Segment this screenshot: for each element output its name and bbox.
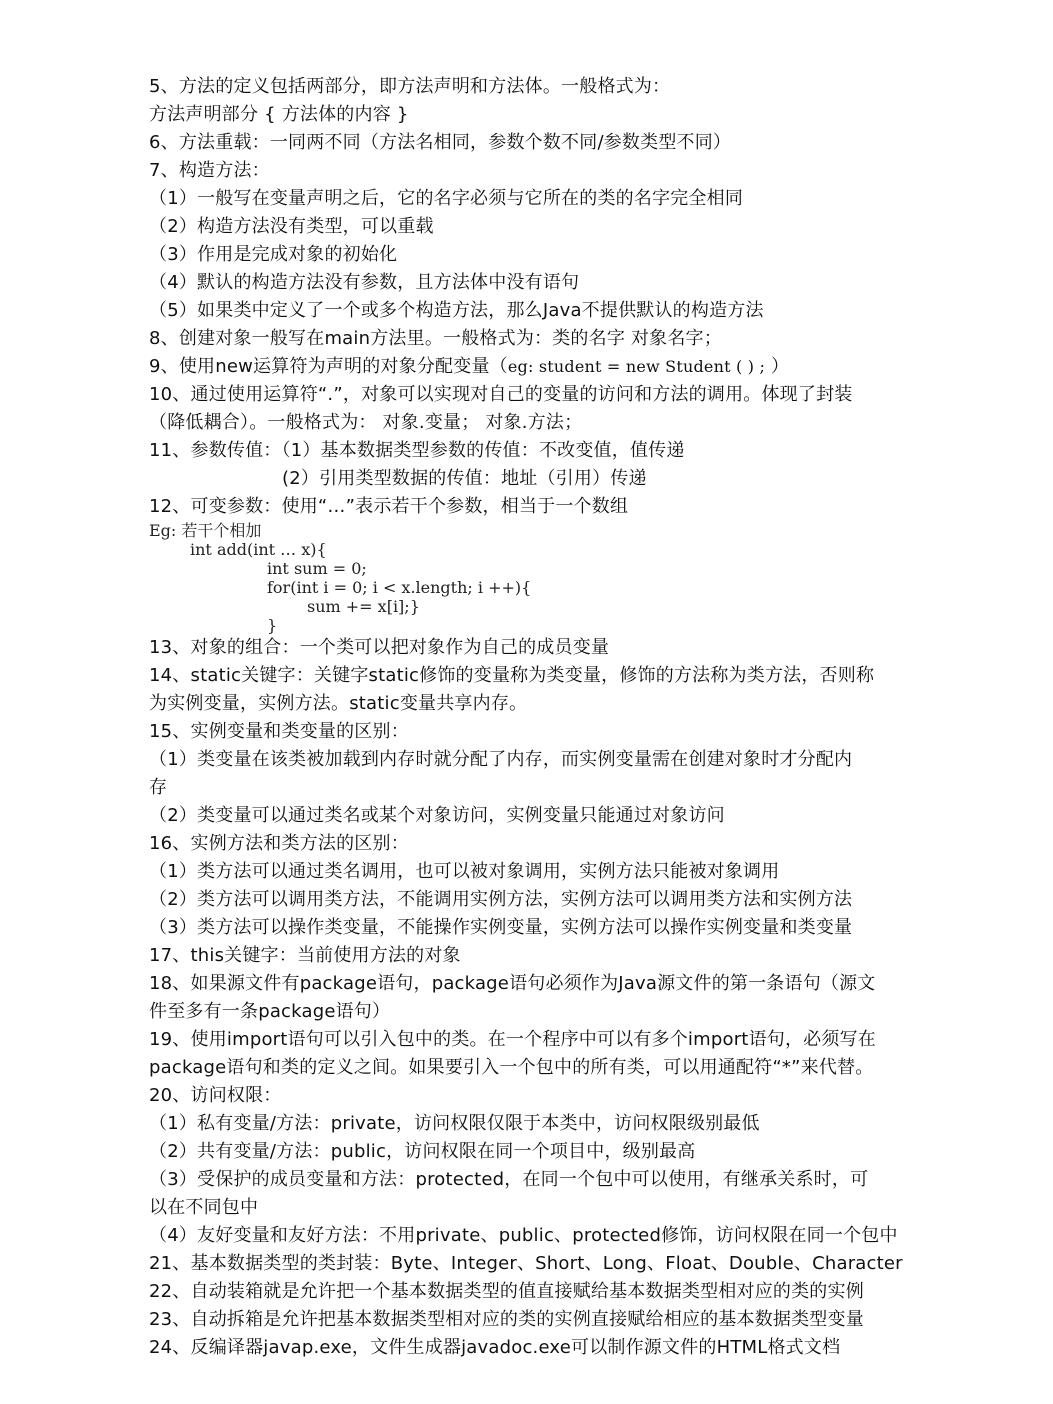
text-line: 以在不同包中 <box>149 1197 259 1218</box>
text-line: （1）一般写在变量声明之后，它的名字必须与它所在的类的名字完全相同 <box>149 188 744 209</box>
text-line: 10、通过使用运算符“.”，对象可以实现对自己的变量的访问和方法的调用。体现了封装 <box>149 384 853 405</box>
code-line: for(int i = 0; i < x.length; i ++){ <box>267 578 532 597</box>
text-line: （1）类方法可以通过类名调用，也可以被对象调用，实例方法只能被对象调用 <box>149 861 780 882</box>
text-line: （1）类变量在该类被加载到内存时就分配了内存，而实例变量需在创建对象时才分配内 <box>149 749 853 770</box>
text-line: 13、对象的组合：一个类可以把对象作为自己的成员变量 <box>149 637 610 658</box>
text-line: （4）默认的构造方法没有参数，且方法体中没有语句 <box>149 272 580 293</box>
text-line: 件至多有一条package语句） <box>149 1001 391 1022</box>
text-line: 15、实例变量和类变量的区别： <box>149 721 409 742</box>
text-segment: 9、使用new运算符为声明的对象分配变量（ <box>149 356 508 377</box>
text-line: （2）构造方法没有类型，可以重载 <box>149 216 434 237</box>
text-line: 6、方法重载：一同两不同（方法名相同，参数个数不同/参数类型不同） <box>149 132 732 153</box>
text-line <box>149 355 789 379</box>
text-line: 为实例变量，实例方法。static变量共享内存。 <box>149 693 528 714</box>
text-line: （2）共有变量/方法：public，访问权限在同一个项目中，级别最高 <box>149 1141 696 1162</box>
code-line: int sum = 0; <box>267 559 367 578</box>
text-line: 5、方法的定义包括两部分，即方法声明和方法体。一般格式为： <box>149 76 671 97</box>
text-line: （5）如果类中定义了一个或多个构造方法，那么Java不提供默认的构造方法 <box>149 300 764 321</box>
text-line: 18、如果源文件有package语句，package语句必须作为Java源文件的第一条语句（源文 <box>149 973 876 994</box>
text-line: （3）受保护的成员变量和方法：protected，在同一个包中可以使用，有继承关系时，可 <box>149 1169 869 1190</box>
text-line: （降低耦合）。一般格式为： 对象.变量； 对象.方法； <box>149 412 583 433</box>
text-line: （2）类方法可以调用类方法，不能调用实例方法，实例方法可以调用类方法和实例方法 <box>149 889 853 910</box>
text-line: 12、可变参数：使用“…”表示若干个参数，相当于一个数组 <box>149 496 629 517</box>
text-line: 20、访问权限： <box>149 1085 282 1106</box>
text-line: （3）类方法可以操作类变量，不能操作实例变量，实例方法可以操作实例变量和类变量 <box>149 917 853 938</box>
text-line: （1）私有变量/方法：private，访问权限仅限于本类中，访问权限级别最低 <box>149 1113 760 1134</box>
text-line: 方法声明部分 { 方法体的内容 } <box>149 104 409 125</box>
code-line: Eg: 若干个相加 <box>149 521 262 540</box>
code-line: } <box>267 616 278 635</box>
code-inline: eg: student = new Student ( ) ; <box>507 357 766 376</box>
text-line: （2）类变量可以通过类名或某个对象访问，实例变量只能通过对象访问 <box>149 805 725 826</box>
text-line: 24、反编译器javap.exe，文件生成器javadoc.exe可以制作源文件的HTML格式文档 <box>149 1337 841 1358</box>
text-line: （3）作用是完成对象的初始化 <box>149 244 398 265</box>
text-line: 23、自动拆箱是允许把基本数据类型相对应的类的实例直接赋给相应的基本数据类型变量 <box>149 1309 864 1330</box>
text-line: 22、自动装箱就是允许把一个基本数据类型的值直接赋给基本数据类型相对应的类的实例 <box>149 1281 864 1302</box>
text-line: 17、this关键字：当前使用方法的对象 <box>149 945 461 966</box>
text-line: （4）友好变量和友好方法：不用private、public、protected修饰，访问权限在同一个包中 <box>149 1225 898 1246</box>
text-line: 存 <box>149 777 168 798</box>
text-line: package语句和类的定义之间。如果要引入一个包中的所有类，可以用通配符“*”来代替。 <box>149 1057 874 1078</box>
text-line: 8、创建对象一般写在main方法里。一般格式为：类的名字 对象名字； <box>149 328 722 349</box>
text-segment: ） <box>765 356 790 377</box>
text-line: 16、实例方法和类方法的区别： <box>149 833 409 854</box>
code-line: sum += x[i];} <box>307 597 420 616</box>
text-line: 21、基本数据类型的类封装：Byte、Integer、Short、Long、Float、Double、Character <box>149 1253 903 1274</box>
text-line: 19、使用import语句可以引入包中的类。在一个程序中可以有多个import语句，必须写在 <box>149 1029 876 1050</box>
text-line: 14、static关键字：关键字static修饰的变量称为类变量，修饰的方法称为类方法，否则称 <box>149 665 875 686</box>
text-line: 11、参数传值：（1）基本数据类型参数的传值：不改变值，值传递 <box>149 440 685 461</box>
code-line: int add(int … x){ <box>190 540 327 559</box>
text-line: (2）引用类型数据的传值：地址（引用）传递 <box>282 468 647 489</box>
text-line: 7、构造方法： <box>149 160 270 181</box>
